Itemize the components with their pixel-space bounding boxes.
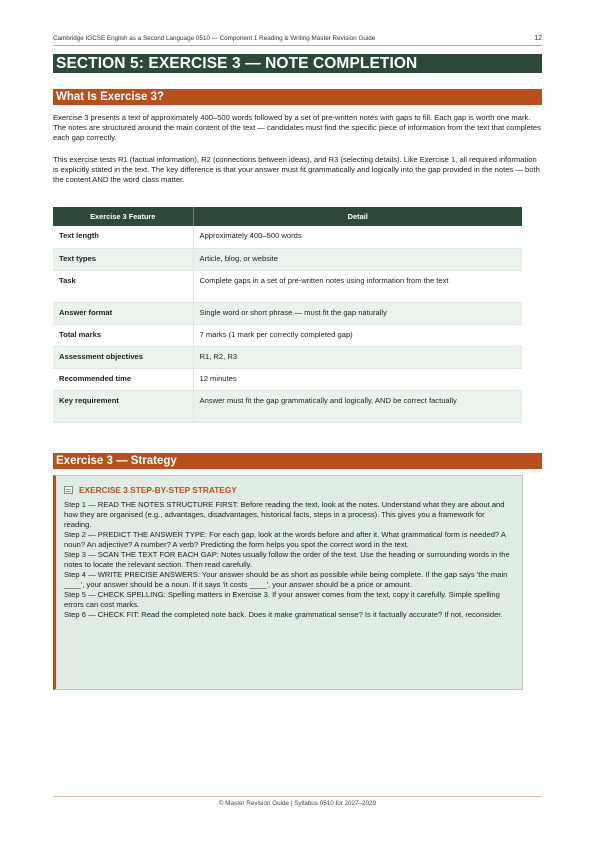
what-is-heading: What Is Exercise 3? — [53, 89, 542, 105]
detail-cell: Article, blog, or website — [193, 248, 522, 270]
feature-cell: Total marks — [53, 324, 193, 346]
page-footer: © Master Revision Guide | Syllabus 0510 for 2027–2029 — [218, 800, 377, 807]
strategy-step: Step 4 — WRITE PRECISE ANSWERS: Your answer should be as short as possible while being complete. If the gap says 'the main ____', your answer should be a noun. If it says 'it costs ____', your answer should be a price or amount. — [64, 570, 508, 589]
table-row — [53, 390, 522, 422]
detail-cell: Answer must fit the gap grammatically and logically, AND be correct factually — [193, 390, 522, 422]
feature-cell: Answer format — [53, 302, 193, 324]
column-header-detail: Detail — [193, 207, 522, 226]
strategy-box-title — [64, 485, 514, 495]
detail-cell: Approximately 400–500 words — [193, 226, 522, 248]
feature-cell: Task — [53, 270, 193, 302]
table-row — [53, 346, 522, 368]
feature-cell: Key requirement — [53, 390, 193, 422]
feature-cell: Recommended time — [53, 368, 193, 390]
feature-cell: Assessment objectives — [53, 346, 193, 368]
column-header-feature: Exercise 3 Feature — [53, 207, 193, 226]
strategy-heading: Exercise 3 — Strategy — [53, 453, 542, 469]
detail-cell: Complete gaps in a set of pre-written notes using information from the text — [193, 270, 522, 302]
detail-cell: 12 minutes — [193, 368, 522, 390]
strategy-step: Step 2 — PREDICT THE ANSWER TYPE: For each gap, look at the words before and after it. What grammatical form is needed? A noun? An adjective? A number? A verb? Predicting the form helps you spot the correct word in the text. — [64, 530, 506, 549]
intro-paragraph: Exercise 3 presents a text of approximately 400–500 words followed by a set of pre-written notes with gaps to fill. Each gap is worth one mark. The notes are structured around the main content of the text — candidates must find the specific piece of information from the text that completes each gap correctly. — [53, 113, 541, 142]
notepad-icon — [64, 486, 73, 494]
detail-cell: 7 marks (1 mark per correctly completed gap) — [193, 324, 522, 346]
strategy-callout-box — [53, 475, 523, 690]
strategy-step: Step 6 — CHECK FIT: Read the completed note back. Does it make grammatical sense? Is it factually accurate? If not, reconsider. — [64, 610, 503, 619]
table-row — [53, 248, 522, 270]
table-row — [53, 270, 522, 302]
feature-table — [53, 207, 522, 423]
footer-divider — [53, 796, 542, 797]
skills-paragraph: This exercise tests R1 (factual information), R2 (connections between ideas), and R3 (selecting details). Like Exercise 1, all required information is explicitly stated in the text. The key difference is that your answer must fit grammatically and logically into the gap provided in the notes — both the content AND the word class matter. — [53, 155, 540, 184]
table-row — [53, 302, 522, 324]
table-row — [53, 368, 522, 390]
strategy-box-title-text: EXERCISE 3 STEP-BY-STEP STRATEGY — [79, 485, 237, 495]
strategy-step: Step 5 — CHECK SPELLING: Spelling matters in Exercise 3. If your answer comes from the text, copy it carefully. Simple spelling errors can cost marks. — [64, 590, 500, 609]
page-number: 12 — [534, 35, 542, 42]
table-header-row — [53, 207, 522, 226]
detail-cell: R1, R2, R3 — [193, 346, 522, 368]
feature-cell: Text types — [53, 248, 193, 270]
running-header: Cambridge IGCSE English as a Second Language 0510 — Component 1 Reading & Writing Master Revision Guide — [53, 35, 376, 42]
strategy-step: Step 1 — READ THE NOTES STRUCTURE FIRST: Before reading the text, look at the notes. Understand what they are about and how they are organised (e.g., advantages, disadvantages, historical facts, steps in a process). This gives you a framework for reading. — [64, 500, 505, 529]
strategy-step: Step 3 — SCAN THE TEXT FOR EACH GAP: Notes usually follow the order of the text. Use the heading or surrounding words in the notes to locate the relevant section. Then read carefully. — [64, 550, 510, 569]
page-header — [53, 34, 542, 46]
table-row — [53, 324, 522, 346]
detail-cell: Single word or short phrase — must fit the gap naturally — [193, 302, 522, 324]
feature-cell: Text length — [53, 226, 193, 248]
table-row — [53, 226, 522, 248]
section-title: SECTION 5: EXERCISE 3 — NOTE COMPLETION — [53, 54, 542, 73]
